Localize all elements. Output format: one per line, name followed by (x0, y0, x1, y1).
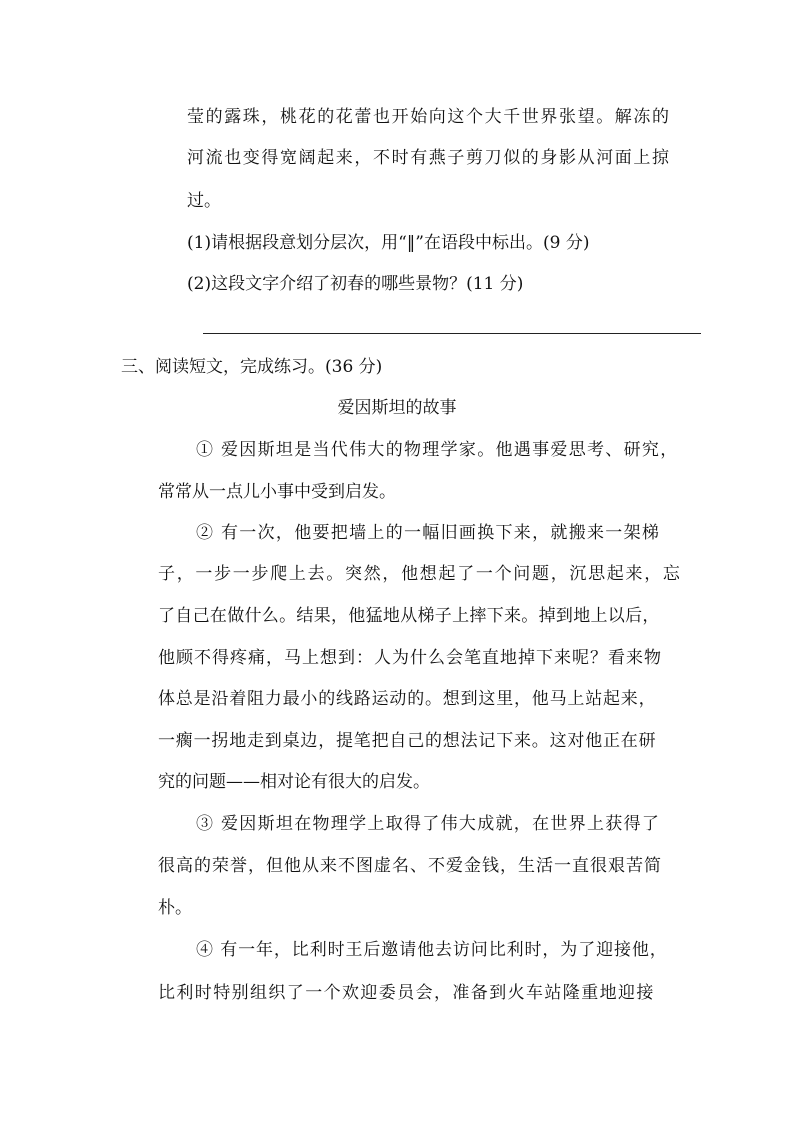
article-line: ④ 有一年，比利时王后邀请他去访问比利时，为了迎接他， (196, 940, 668, 960)
article-line: 子，一步一步爬上去。突然，他想起了一个问题，沉思起来，忘 (158, 564, 682, 584)
passage-line: 过。 (187, 191, 221, 211)
article-line: 常常从一点儿小事中受到启发。 (158, 482, 396, 502)
article-line: ① 爱因斯坦是当代伟大的物理学家。他遇事爱思考、研究， (196, 440, 679, 460)
section-heading: 三、阅读短文，完成练习。(36 分) (121, 357, 383, 377)
article-line: 比利时特别组织了一个欢迎委员会，准备到火车站隆重地迎接 (158, 983, 655, 1003)
article-line: ③ 爱因斯坦在物理学上取得了伟大成就，在世界上获得了 (196, 814, 661, 834)
article-line: 了自己在做什么。结果，他猛地从梯子上摔下来。掉到地上以后， (158, 606, 660, 626)
passage-line: 河流也变得宽阔起来，不时有燕子剪刀似的身影从河面上掠 (187, 148, 671, 168)
question-2: (2)这段文字介绍了初春的哪些景物？(11 分) (187, 274, 524, 294)
question-1: (1)请根据段意划分层次，用“‖”在语段中标出。(9 分) (187, 233, 590, 253)
article-title: 爱因斯坦的故事 (337, 398, 457, 418)
article-line: 朴。 (158, 898, 192, 918)
article-line: 他顾不得疼痛，马上想到：人为什么会笔直地掉下来呢？看来物 (158, 648, 662, 668)
passage-line: 莹的露珠，桃花的花蕾也开始向这个大千世界张望。解冻的 (187, 107, 671, 127)
answer-line[interactable] (203, 333, 701, 334)
article-line: ② 有一次，他要把墙上的一幅旧画换下来，就搬来一架梯 (196, 523, 661, 543)
article-line: 一瘸一拐地走到桌边，提笔把自己的想法记下来。这对他正在研 (158, 731, 657, 751)
article-line: 究的问题——相对论有很大的启发。 (158, 772, 430, 792)
article-line: 体总是沿着阻力最小的线路运动的。想到这里，他马上站起来， (158, 689, 657, 709)
article-line: 很高的荣誉，但他从来不图虚名、不爱金钱，生活一直很艰苦简 (158, 856, 662, 876)
